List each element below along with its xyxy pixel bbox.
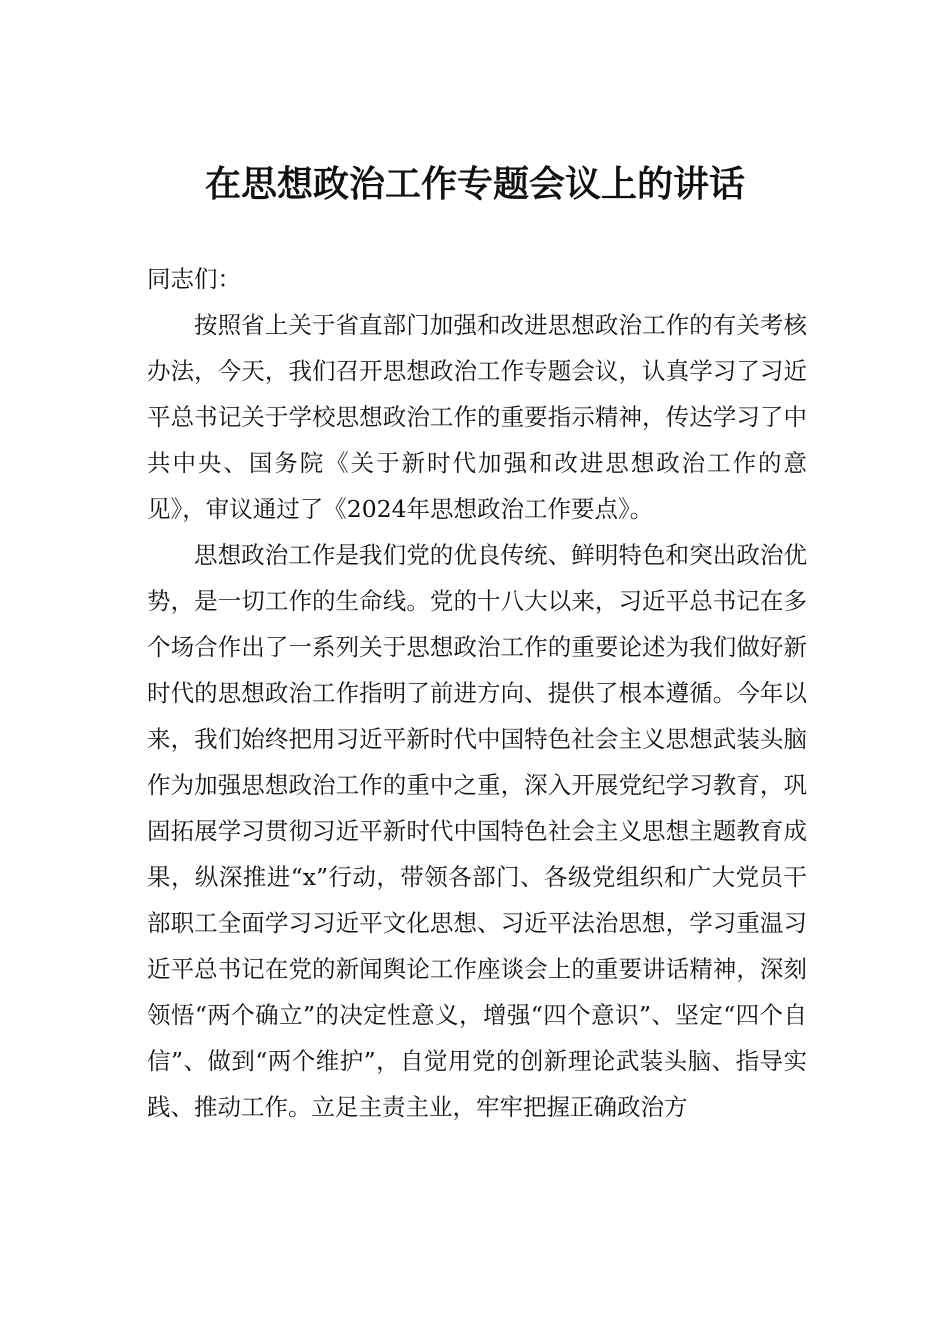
paragraph-2: 思想政治工作是我们党的优良传统、鲜明特色和突出政治优势，是一切工作的生命线。党的十八大以来，习近平总书记在多个场合作出了一系列关于思想政治工作的重要论述为我们做好新时代的思想政治工作指明了前进方向、提供了根本遵循。今年以来，我们始终把用习近平新时代中国特色社会主义思想武装头脑作为加强思想政治工作的重中之重，深入开展党纪学习教育，巩固拓展学习贯彻习近平新时代中国特色社会主义思想主题教育成果，纵深推进“x”行动，带领各部门、各级党组织和广大党员干部职工全面学习习近平文化思想、习近平法治思想，学习重温习近平总书记在党的新闻舆论工作座谈会上的重要讲话精神，深刻领悟“两个确立”的决定性意义，增强“四个意识”、坚定“四个自信”、做到“两个维护”，自觉用党的创新理论武装头脑、指导实践、推动工作。立足主责主业，牢牢把握正确政治方 [147,541,807,1121]
paragraph-1: 按照省上关于省直部门加强和改进思想政治工作的有关考核办法，今天，我们召开思想政治工作专题会议，认真学习了习近平总书记关于学校思想政治工作的重要指示精神，传达学习了中共中央、国务院《关于新时代加强和改进思想政治工作的意见》，审议通过了《2024年思想政治工作要点》。 [147,311,807,523]
document-title: 在思想政治工作专题会议上的讲话 [204,163,745,205]
document-body [147,256,807,1130]
salutation: 同志们： [147,265,241,293]
